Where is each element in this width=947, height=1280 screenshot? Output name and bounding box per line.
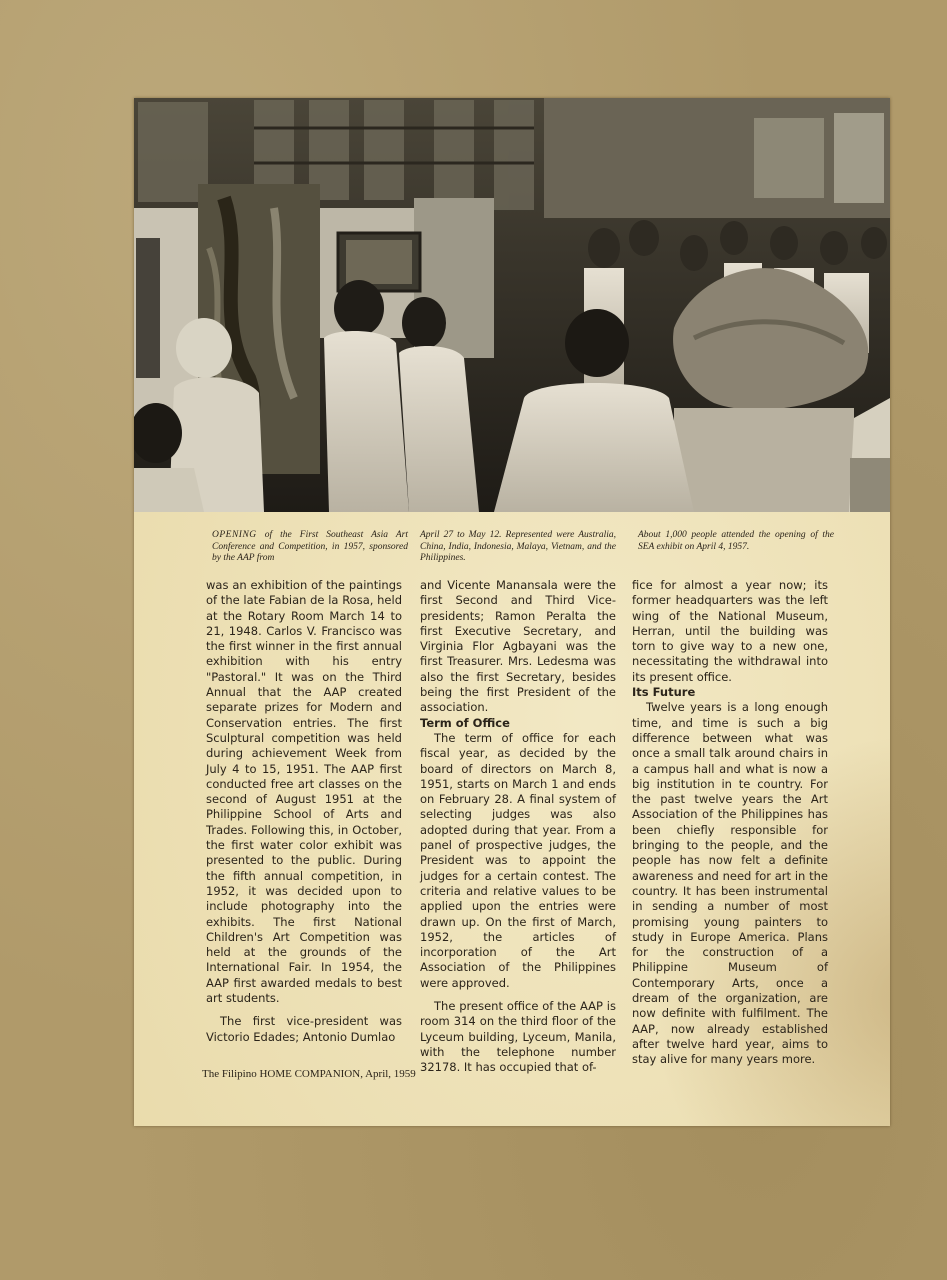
caption-text-1: of the First Southeast Asia Art Conference and Competition, in 1957, sponsored by the AAP from (212, 530, 409, 563)
magazine-page (134, 98, 890, 1126)
caption-lead: OPENING (212, 530, 257, 540)
photo-caption-row (134, 530, 890, 570)
article-paragraph: Twelve years is a long enough time, and time is such a big difference between what was once a small talk around chairs in a campus hall and what is now a big institution in te country. For the past twelve years the Art Association of the Philippines has been chiefly responsible for bringing to the people, and the people has now felt a definite awareness and need for art in the country. It has been instrumental in sending a number of most promising young painters to study in Europe America. Plans for the construction of a Philippine Museum of Contemporary Arts, once a dream of the organization, are now definite with fulfilment. The AAP, now already established after twelve hard year, aims to stay alive for many years more. (632, 700, 828, 1067)
article-paragraph: The first vice-president was Victorio Edades; Antonio Dumlao (206, 1014, 402, 1044)
article-column-2 (420, 578, 616, 1076)
page-footer: The Filipino HOME COMPANION, April, 1959 (202, 1068, 416, 1080)
article-paragraph: The present office of the AAP is room 314 on the third floor of the Lyceum building, Lyceum, Manila, with the telephone number 32178. It has occupied that of- (420, 999, 616, 1075)
exhibition-photo (134, 98, 890, 512)
article-paragraph: The term of office for each fiscal year, as decided by the board of directors on March 8, 1951, starts on March 1 and ends on February 28. A final system of selecting judges was also adopted during that year. From a panel of prospective judges, the President was to appoint the judges for a certain contest. The criteria and relative values to be applied upon the entries were drawn up. On the first of March, 1952, the articles of incorporation of the Art Association of the Philippines were approved. (420, 730, 616, 990)
photo-caption-3: About 1,000 people attended the opening of the SEA exhibit on April 4, 1957. (638, 530, 834, 552)
article-paragraph: and Vicente Manansala were the first Second and Third Vice-presidents; Ramon Peralta the first Executive Secretary, and Virginia Flor Agbayani was the first Treasurer. Mrs. Ledesma was also the first Secretary, besides being the first President of the association. (420, 578, 616, 715)
article-paragraph: was an exhibition of the paintings of the late Fabian de la Rosa, held at the Rotary Room March 14 to 21, 1948. Carlos V. Francisco was the first winner in the first annual exhibition with his entry "Pastoral." It was on the Third Annual that the AAP created separate prizes for Modern and Conservation entries. The first Sculptural competition was held during achievement Week from July 4 to 15, 1951. The AAP first conducted free art classes on the second of August 1951 at the Philippine School of Arts and Trades. Following this, in October, the first water color exhibit was presented to the public. During the fifth annual competition, in 1952, it was decided upon to include photography into the exhibits. The first National Children's Art Competition was held at the grounds of the International Fair. In 1954, the AAP first awarded medals to best art students. (206, 578, 402, 1006)
photo-caption-2: April 27 to May 12. Represented were Australia, China, India, Indonesia, Malaya, Vietnam, and the Philippines. (420, 530, 616, 563)
section-heading-its-future: Its Future (632, 685, 696, 700)
exhibition-photo-illustration (134, 98, 890, 512)
article-column-3 (632, 578, 828, 1068)
section-heading-term-of-office: Term of Office (420, 715, 510, 730)
article-paragraph: fice for almost a year now; its former headquarters was the left wing of the National Museum, Herran, until the building was torn to give way to a new one, necessitating the withdrawal into its present office. (632, 578, 828, 684)
article-column-1 (206, 578, 402, 1045)
photo-caption-1 (212, 530, 408, 565)
